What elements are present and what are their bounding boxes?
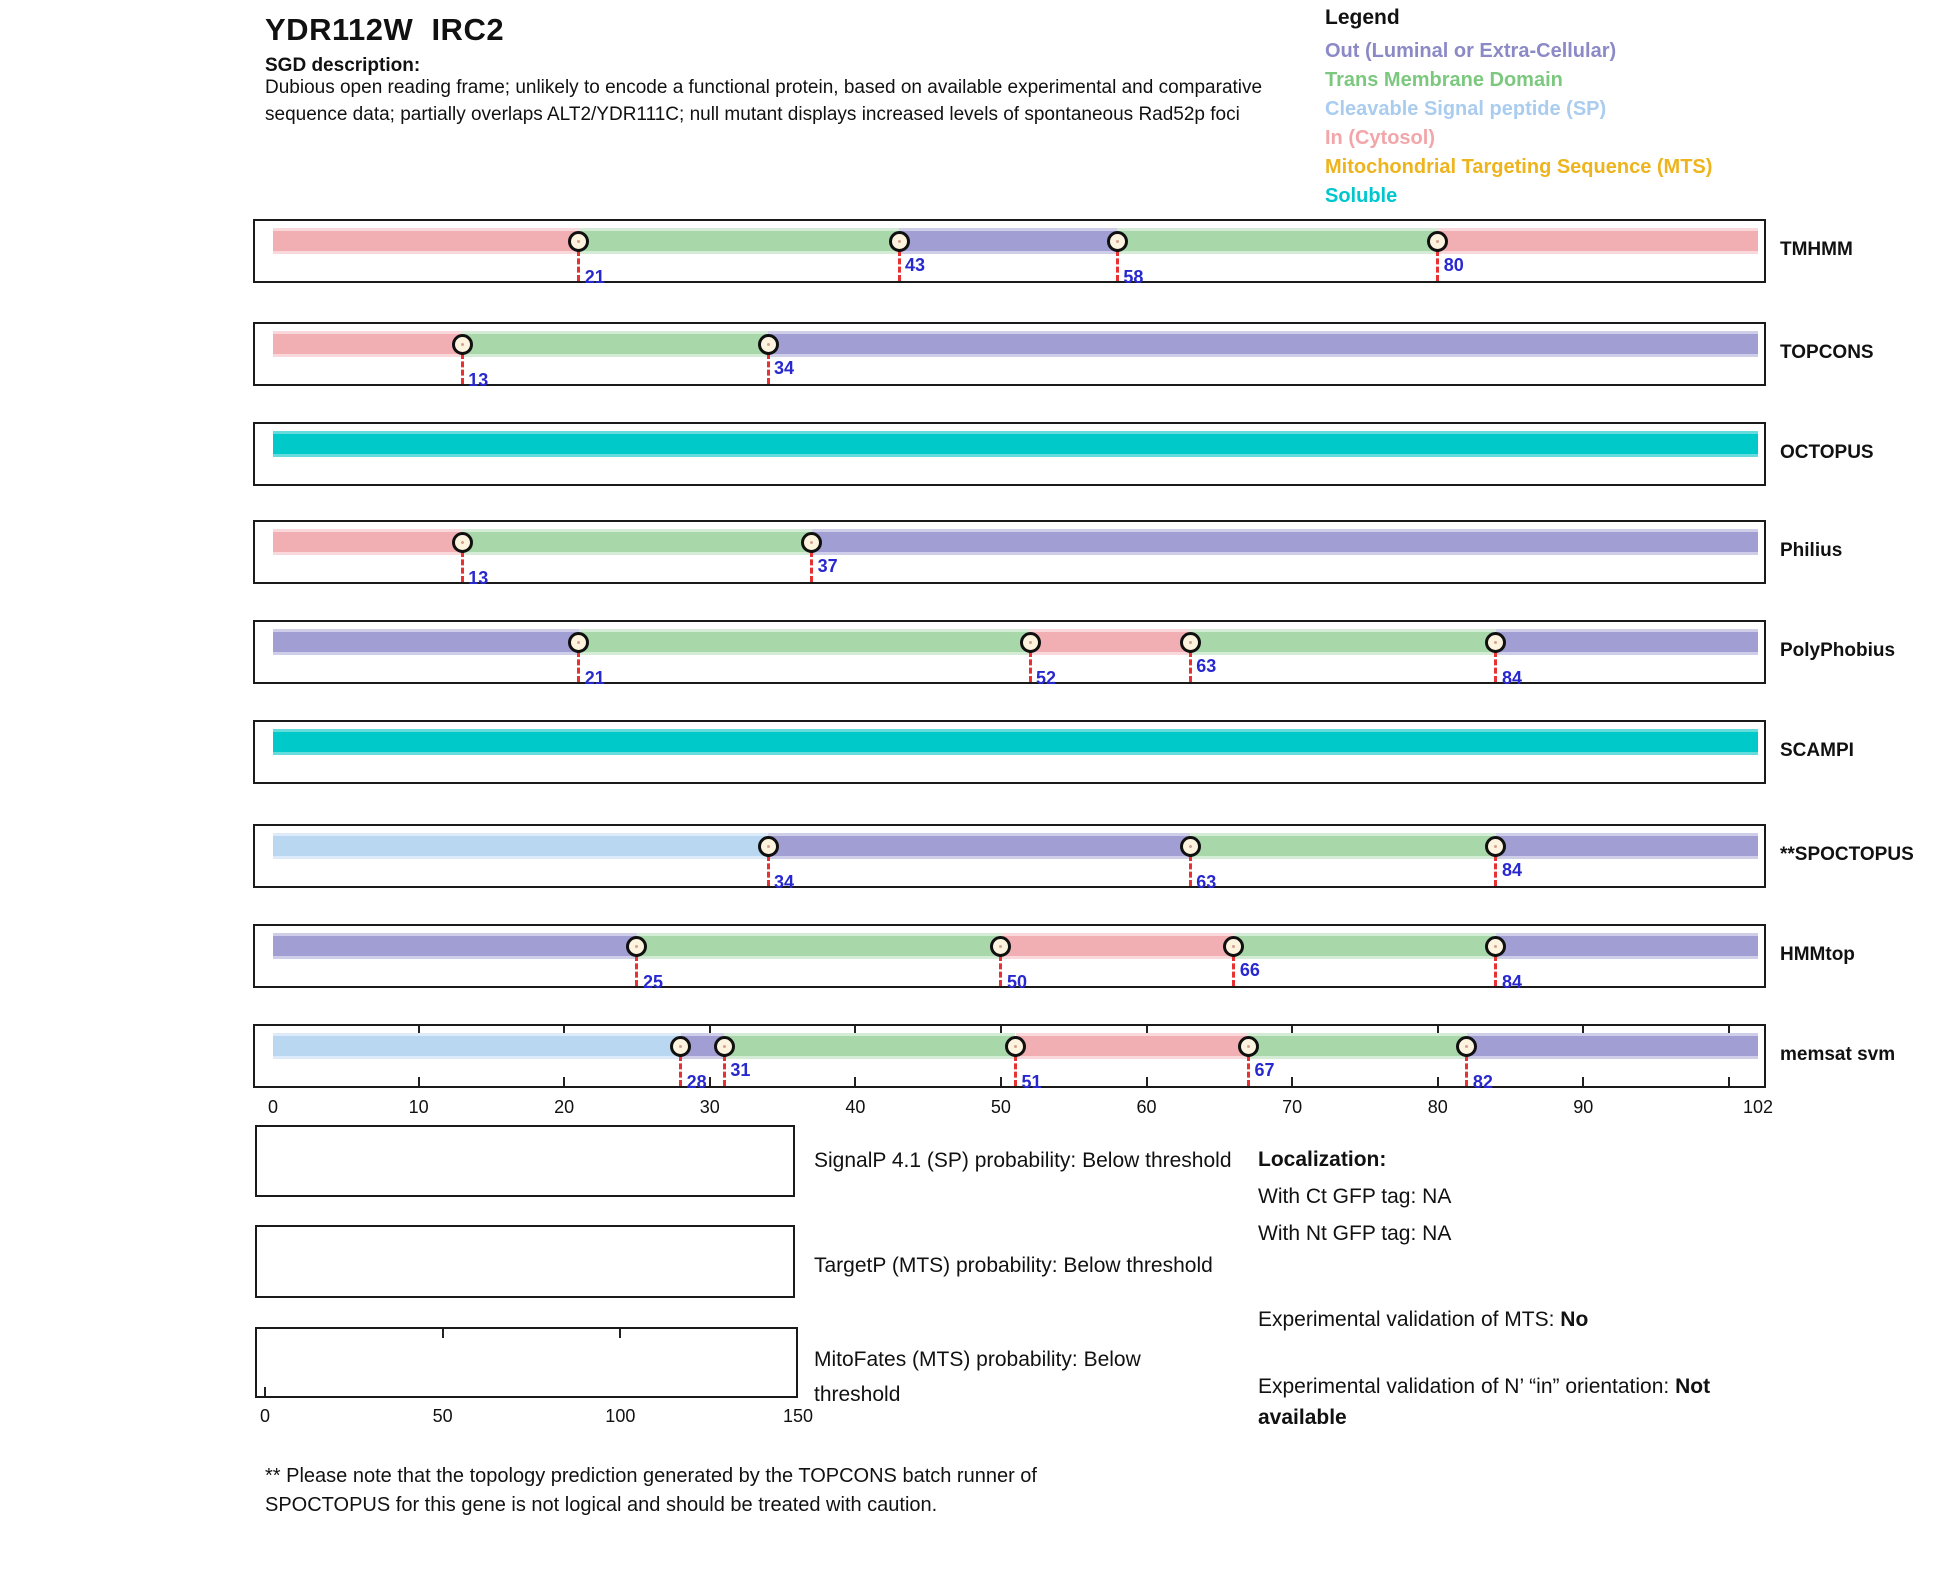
residue-axis-tick-label: 0 — [267, 1097, 279, 1117]
boundary-marker — [758, 836, 779, 857]
plot-tick — [1728, 1077, 1730, 1086]
legend-item-in: In (Cytosol) — [1325, 127, 1435, 149]
boundary-dashed-line — [898, 250, 901, 281]
residue-axis-tick-label: 20 — [554, 1097, 575, 1117]
boundary-marker — [1485, 632, 1506, 653]
track-label--spoctopus: **SPOCTOPUS — [1780, 844, 1914, 865]
page-title: YDR112W IRC2 — [265, 12, 505, 47]
topology-segment-tm — [637, 933, 1001, 959]
topology-segment-out — [1496, 629, 1758, 655]
boundary-marker-label: 63 — [1196, 656, 1217, 676]
boundary-dashed-line — [1189, 651, 1192, 682]
plot-tick — [1000, 1077, 1002, 1086]
sgd-description-label: SGD description: — [265, 55, 421, 76]
topology-segment-sol — [273, 431, 1758, 457]
boundary-dashed-line — [635, 955, 638, 986]
mitofates-axis-tick-label: 100 — [605, 1406, 636, 1426]
boundary-marker-label: 58 — [1123, 267, 1144, 287]
boundary-dashed-line — [810, 551, 813, 582]
targetp-probability-label: TargetP (MTS) probability: Below threshold — [814, 1254, 1213, 1277]
residue-axis-tick-label: 80 — [1427, 1097, 1448, 1117]
topology-segment-tm — [579, 228, 899, 254]
boundary-marker — [626, 936, 647, 957]
boundary-dashed-line — [461, 353, 464, 384]
residue-axis-tick-label: 30 — [699, 1097, 720, 1117]
plot-tick — [709, 1077, 711, 1086]
boundary-marker — [1180, 632, 1201, 653]
topology-segment-sol — [273, 729, 1758, 755]
plot-tick — [1437, 1077, 1439, 1086]
legend-item-mts: Mitochondrial Targeting Sequence (MTS) — [1325, 156, 1713, 178]
spoctopus-footnote: ** Please note that the topology prediction generated by the TOPCONS batch runner of SPOCTOPUS for this gene is not logical and should be treated with caution. — [265, 1465, 1037, 1516]
boundary-marker-label: 66 — [1239, 960, 1260, 980]
boundary-marker-label: 52 — [1036, 668, 1057, 688]
mitofates-probability-panel — [255, 1327, 798, 1398]
topology-segment-tm — [462, 529, 811, 555]
track-label-octopus: OCTOPUS — [1780, 442, 1874, 463]
topology-segment-tm — [1248, 1033, 1466, 1059]
topology-segment-tm — [579, 629, 1030, 655]
boundary-marker-label: 21 — [584, 267, 605, 287]
boundary-dashed-line — [1116, 250, 1119, 281]
plot-tick — [418, 1077, 420, 1086]
mitofates-top-tick — [442, 1329, 444, 1338]
topology-segment-in — [1438, 228, 1758, 254]
boundary-marker — [1180, 836, 1201, 857]
signalp-probability-panel — [255, 1125, 795, 1197]
boundary-marker-label: 25 — [642, 972, 663, 992]
mitofates-top-tick — [619, 1329, 621, 1338]
boundary-marker — [452, 334, 473, 355]
boundary-marker-label: 84 — [1501, 860, 1522, 880]
boundary-dashed-line — [1494, 955, 1497, 986]
track-label-scampi: SCAMPI — [1780, 740, 1854, 761]
topology-segment-out — [768, 331, 1758, 357]
boundary-marker-label: 80 — [1443, 255, 1464, 275]
legend-item-sol: Soluble — [1325, 185, 1398, 207]
boundary-marker — [758, 334, 779, 355]
boundary-marker-label: 63 — [1196, 872, 1217, 892]
boundary-marker — [568, 632, 589, 653]
boundary-marker — [1020, 632, 1041, 653]
plot-tick — [1291, 1077, 1293, 1086]
boundary-dashed-line — [999, 955, 1002, 986]
boundary-dashed-line — [679, 1055, 682, 1086]
mts-validation-line — [1258, 1308, 1588, 1332]
topology-segment-in — [273, 529, 462, 555]
topology-segment-in — [273, 228, 579, 254]
track-label-topcons: TOPCONS — [1780, 342, 1874, 363]
topology-segment-tm — [1234, 933, 1496, 959]
topology-segment-in — [273, 331, 462, 357]
boundary-marker — [670, 1036, 691, 1057]
track-label-hmmtop: HMMtop — [1780, 944, 1855, 965]
topology-segment-sp — [273, 1033, 681, 1059]
boundary-marker — [1238, 1036, 1259, 1057]
topology-segment-in — [1001, 933, 1234, 959]
topology-segment-tm — [724, 1033, 1015, 1059]
mitofates-axis-tick-label: 0 — [259, 1406, 271, 1426]
boundary-marker — [1107, 231, 1128, 252]
boundary-marker — [1485, 836, 1506, 857]
topology-segment-tm — [462, 331, 768, 357]
legend-item-out: Out (Luminal or Extra-Cellular) — [1325, 40, 1617, 62]
track-label-polyphobius: PolyPhobius — [1780, 640, 1896, 661]
boundary-marker-label: 34 — [774, 872, 795, 892]
targetp-probability-panel — [255, 1225, 795, 1298]
topology-segment-tm — [1190, 833, 1496, 859]
legend-item-sp: Cleavable Signal peptide (SP) — [1325, 98, 1607, 120]
boundary-dashed-line — [1494, 651, 1497, 682]
residue-axis-tick-label: 60 — [1136, 1097, 1157, 1117]
topology-segment-in — [1030, 629, 1190, 655]
plot-tick — [854, 1077, 856, 1086]
mitofates-axis-tick-label: 50 — [432, 1406, 453, 1426]
plot-tick — [1146, 1077, 1148, 1086]
plot-tick — [563, 1077, 565, 1086]
boundary-marker — [714, 1036, 735, 1057]
boundary-dashed-line — [1436, 250, 1439, 281]
localization-ct-gfp: With Ct GFP tag: NA — [1258, 1185, 1452, 1208]
boundary-dashed-line — [1232, 955, 1235, 986]
boundary-dashed-line — [577, 651, 580, 682]
legend-heading: Legend — [1325, 6, 1400, 29]
boundary-marker — [568, 231, 589, 252]
topology-segment-sp — [273, 833, 768, 859]
boundary-marker-label: 13 — [468, 370, 489, 390]
mitofates-bottom-tick — [264, 1387, 266, 1396]
topology-segment-out — [1467, 1033, 1758, 1059]
boundary-marker — [801, 532, 822, 553]
boundary-marker — [1456, 1036, 1477, 1057]
boundary-marker-label: 28 — [686, 1072, 707, 1092]
boundary-marker-label: 84 — [1501, 972, 1522, 992]
track-label-memsat-svm: memsat svm — [1780, 1044, 1896, 1065]
orientation-validation-value: Not available — [1258, 1375, 1711, 1429]
topology-segment-out — [768, 833, 1190, 859]
boundary-marker — [889, 231, 910, 252]
residue-axis-tick-label: 70 — [1282, 1097, 1303, 1117]
topology-segment-out — [1496, 933, 1758, 959]
boundary-marker — [452, 532, 473, 553]
boundary-dashed-line — [1465, 1055, 1468, 1086]
residue-axis-tick-label: 102 — [1742, 1097, 1774, 1117]
mitofates-probability-label: MitoFates (MTS) probability: Below threshold — [814, 1348, 1141, 1406]
boundary-marker-label: 21 — [584, 668, 605, 688]
localization-heading: Localization: — [1258, 1148, 1387, 1171]
boundary-marker-label: 82 — [1472, 1072, 1493, 1092]
orientation-validation-line — [1258, 1371, 1738, 1433]
topology-segment-out — [812, 529, 1758, 555]
boundary-dashed-line — [577, 250, 580, 281]
topology-segment-out — [273, 933, 637, 959]
boundary-dashed-line — [1247, 1055, 1250, 1086]
signalp-probability-label: SignalP 4.1 (SP) probability: Below threshold — [814, 1149, 1232, 1172]
boundary-marker-label: 50 — [1006, 972, 1027, 992]
boundary-marker-label: 51 — [1021, 1072, 1042, 1092]
boundary-marker-label: 31 — [730, 1060, 751, 1080]
boundary-dashed-line — [1014, 1055, 1017, 1086]
track-label-tmhmm: TMHMM — [1780, 239, 1853, 260]
boundary-dashed-line — [1494, 855, 1497, 886]
residue-axis-tick-label: 40 — [845, 1097, 866, 1117]
plot-tick — [1582, 1077, 1584, 1086]
topology-segment-in — [1016, 1033, 1249, 1059]
orientation-validation-prefix: Experimental validation of N’ “in” orientation: — [1258, 1375, 1676, 1398]
boundary-marker-label: 84 — [1501, 668, 1522, 688]
boundary-dashed-line — [723, 1055, 726, 1086]
boundary-marker-label: 43 — [905, 255, 926, 275]
legend-item-tm: Trans Membrane Domain — [1325, 69, 1563, 91]
residue-axis-tick-label: 50 — [990, 1097, 1011, 1117]
boundary-marker — [1005, 1036, 1026, 1057]
topology-segment-out — [899, 228, 1117, 254]
boundary-marker-label: 13 — [468, 568, 489, 588]
boundary-marker-label: 67 — [1254, 1060, 1275, 1080]
boundary-dashed-line — [1029, 651, 1032, 682]
mts-validation-prefix: Experimental validation of MTS: — [1258, 1308, 1561, 1331]
topology-segment-tm — [1190, 629, 1496, 655]
track-label-philius: Philius — [1780, 540, 1843, 561]
residue-axis-tick-label: 10 — [408, 1097, 429, 1117]
boundary-marker — [1485, 936, 1506, 957]
sgd-description-text: Dubious open reading frame; unlikely to encode a functional protein, based on available experimental and comparative sequence data; partially overlaps ALT2/YDR111C; null mutant displays increased levels of spontaneous Rad52p foci — [265, 77, 1263, 125]
mitofates-axis-tick-label: 150 — [782, 1406, 814, 1426]
boundary-marker — [1427, 231, 1448, 252]
boundary-dashed-line — [461, 551, 464, 582]
boundary-marker — [990, 936, 1011, 957]
localization-nt-gfp: With Nt GFP tag: NA — [1258, 1222, 1452, 1245]
boundary-dashed-line — [767, 855, 770, 886]
topology-segment-out — [273, 629, 579, 655]
mts-validation-value: No — [1560, 1308, 1589, 1331]
residue-axis-tick-label: 90 — [1573, 1097, 1594, 1117]
boundary-marker-label: 34 — [774, 358, 795, 378]
boundary-marker-label: 37 — [817, 556, 838, 576]
topology-segment-tm — [1117, 228, 1437, 254]
boundary-dashed-line — [1189, 855, 1192, 886]
boundary-marker — [1223, 936, 1244, 957]
boundary-dashed-line — [767, 353, 770, 384]
topology-segment-out — [1496, 833, 1758, 859]
